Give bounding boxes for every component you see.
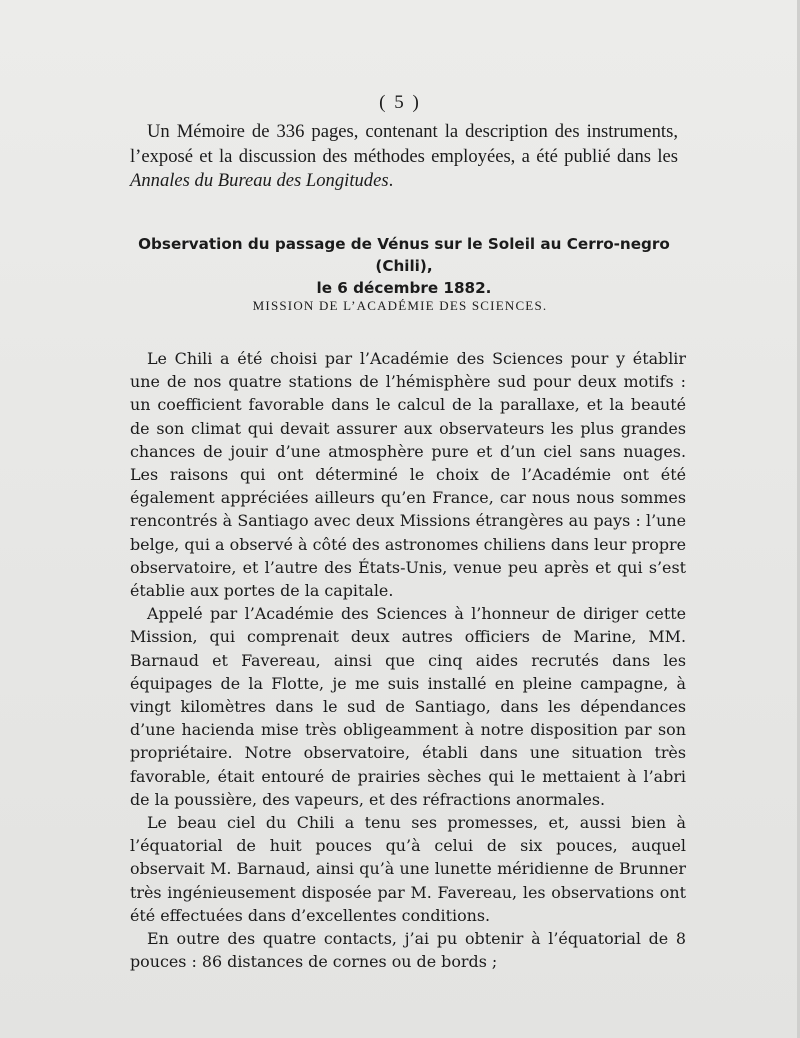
intro-journal-title: Annales du Bureau des Longitudes	[130, 170, 389, 191]
intro-after-italic: .	[388, 170, 394, 191]
page-number: ( 5 )	[379, 92, 421, 113]
section-heading	[118, 233, 690, 299]
intro-paragraph	[130, 120, 678, 194]
intro-before-italic: Un Mémoire de 336 pages, contenant la description des instruments, l’exposé et la discussion des méthodes employées, a été publié dans les	[130, 121, 678, 167]
intro-text	[130, 120, 678, 194]
paragraph-3: Le beau ciel du Chili a tenu ses promesses, et, aussi bien à l’équatorial de huit pouces qu’à celui de six pouces, auquel observait M. Barnaud, ainsi qu’à une lunette méridienne de Brunner très ingénieusement disposée par M. Favereau, les observations ont été effectuées dans d’excellentes conditions.	[130, 813, 686, 925]
paragraph-2: Appelé par l’Académie des Sciences à l’honneur de diriger cette Mission, qui comprenait deux autres officiers de Marine, MM. Barnaud et Favereau, ainsi que cinq aides recrutés dans les équipages de la Flotte, je me suis installé en pleine campagne, à vingt kilomètres dans le sud de Santiago, dans les dépendances d’une hacienda mise très obligeamment à notre disposition par son propriétaire. Notre observatoire, établi dans une situation très favorable, était entouré de prairies sèches qui le mettaient à l’abri de la poussière, des vapeurs, et des réfractions anormales.	[130, 604, 686, 809]
section-subheading: MISSION DE L’ACADÉMIE DES SCIENCES.	[252, 298, 548, 313]
paragraph-1: Le Chili a été choisi par l’Académie des Sciences pour y établir une de nos quatre stations de l’hémisphère sud pour deux motifs : un coefficient favorable dans le calcul de la parallaxe, et la beauté de son climat qui devait assurer aux observateurs les plus grandes chances de jouir d’une atmosphère pure et d’un ciel sans nuages. Les raisons qui ont déterminé le choix de l’Académie ont été également appréciées ailleurs qu’en France, car nous nous sommes rencontrés à Santiago avec deux Missions étrangères au pays : l’une belge, qui a observé à côté des astronomes chiliens dans leur propre observatoire, et l’autre des États-Unis, venue peu après et qui s’est établie aux portes de la capitale.	[130, 349, 686, 601]
section-heading-line2: le 6 décembre 1882.	[316, 279, 492, 297]
section-heading-line1: Observation du passage de Vénus sur le Soleil au Cerro-negro (Chili),	[138, 235, 670, 275]
body-text	[130, 347, 686, 973]
paragraph-4: En outre des quatre contacts, j’ai pu obtenir à l’équatorial de 8 pouces : 86 distances de cornes ou de bords ;	[130, 929, 686, 972]
